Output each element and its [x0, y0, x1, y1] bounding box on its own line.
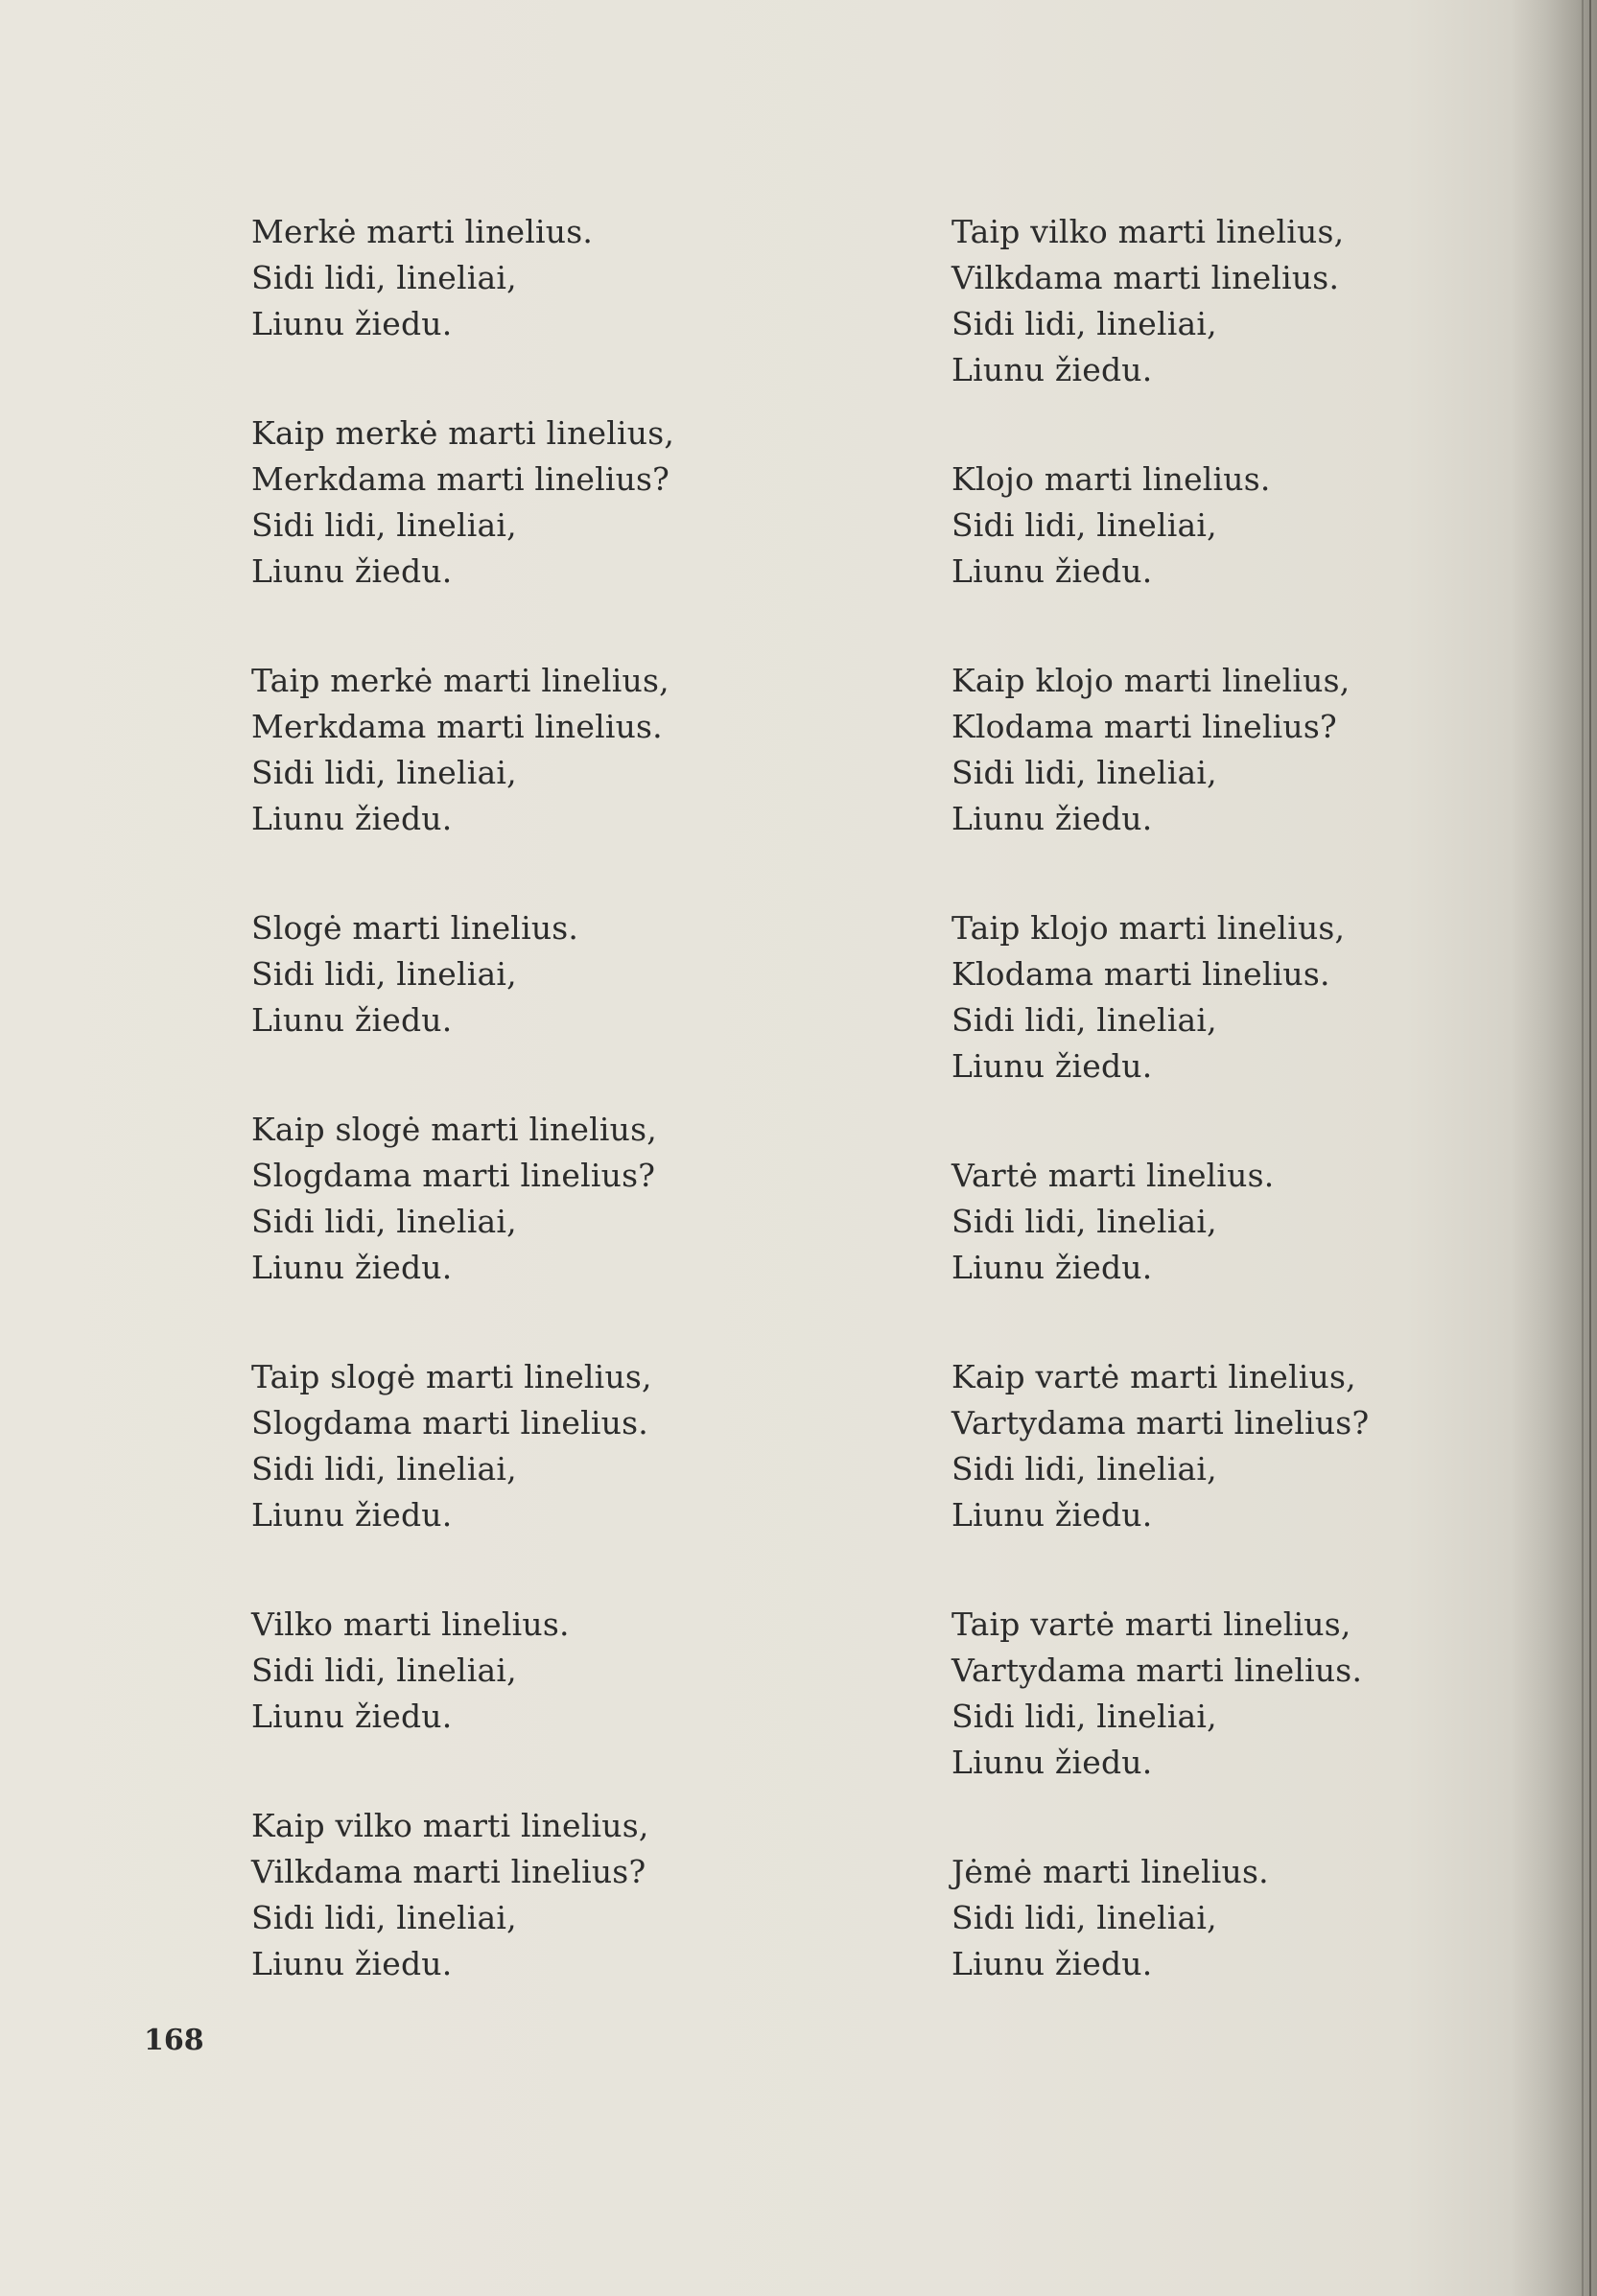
verse-line: Kaip vartė marti linelius,: [951, 1358, 1356, 1395]
verse-line: Sidi lidi, lineliai,: [951, 1899, 1217, 1936]
verse-line: Sidi lidi, lineliai,: [251, 1652, 517, 1689]
verse-line: Merkė marti linelius.: [251, 213, 594, 250]
verse-line: Liunu žiedu.: [251, 800, 453, 837]
verse-line: Liunu žiedu.: [951, 351, 1153, 388]
verse-line: Sidi lidi, lineliai,: [951, 1001, 1217, 1039]
stanza: [951, 1354, 1527, 1538]
verse-line: Liunu žiedu.: [951, 1945, 1153, 1982]
verse-line: Kaip klojo marti linelius,: [951, 662, 1350, 699]
verse-line: Sidi lidi, lineliai,: [251, 1203, 517, 1240]
stanza: [951, 1153, 1527, 1291]
stanza: [251, 905, 865, 1043]
verse-line: Sidi lidi, lineliai,: [251, 1450, 517, 1488]
verse-line: Sidi lidi, lineliai,: [951, 1698, 1217, 1735]
verse-line: Kaip slogė marti linelius,: [251, 1111, 657, 1148]
verse-line: Vilkdama marti linelius?: [251, 1853, 646, 1890]
verse-line: Vartydama marti linelius?: [951, 1404, 1370, 1441]
verse-line: Sidi lidi, lineliai,: [251, 259, 517, 296]
spine-line: [1582, 0, 1584, 2296]
stanza: [251, 1354, 865, 1538]
stanza: [251, 1602, 865, 1740]
verse-line: Sidi lidi, lineliai,: [951, 305, 1217, 342]
page-number: 168: [144, 2024, 204, 2057]
verse-line: Taip vartė marti linelius,: [951, 1605, 1351, 1643]
verse-line: Liunu žiedu.: [251, 1496, 453, 1534]
verse-line: Sidi lidi, lineliai,: [251, 754, 517, 791]
verse-line: Sidi lidi, lineliai,: [951, 1450, 1217, 1488]
verse-line: Sidi lidi, lineliai,: [251, 1899, 517, 1936]
verse-line: Sidi lidi, lineliai,: [951, 754, 1217, 791]
stanza: [251, 209, 865, 347]
stanza: [951, 905, 1527, 1089]
verse-line: Jėmė marti linelius.: [951, 1853, 1269, 1890]
verse-line: Liunu žiedu.: [251, 1001, 453, 1039]
verse-line: Taip merkė marti linelius,: [251, 662, 669, 699]
verse-line: Kaip merkė marti linelius,: [251, 414, 675, 452]
verse-line: Liunu žiedu.: [951, 1249, 1153, 1286]
verse-line: Liunu žiedu.: [251, 552, 453, 590]
verse-line: Liunu žiedu.: [951, 1496, 1153, 1534]
stanza: [251, 1803, 865, 1987]
stanza: [951, 1849, 1527, 1987]
stanza: [251, 1107, 865, 1291]
verse-line: Liunu žiedu.: [251, 305, 453, 342]
right-column: [951, 209, 1527, 1987]
verse-line: Vilko marti linelius.: [251, 1605, 570, 1643]
verse-line: Sidi lidi, lineliai,: [951, 506, 1217, 544]
verse-line: Slogdama marti linelius.: [251, 1404, 648, 1441]
verse-line: Liunu žiedu.: [951, 1047, 1153, 1085]
stanza: [951, 658, 1527, 842]
stanza: [251, 658, 865, 842]
verse-line: Liunu žiedu.: [951, 800, 1153, 837]
stanza: [251, 410, 865, 595]
verse-line: Liunu žiedu.: [951, 1744, 1153, 1781]
verse-line: Merkdama marti linelius.: [251, 708, 663, 745]
left-column: [251, 209, 865, 1987]
verse-line: Liunu žiedu.: [251, 1249, 453, 1286]
verse-line: Liunu žiedu.: [251, 1698, 453, 1735]
verse-line: Taip vilko marti linelius,: [951, 213, 1345, 250]
verse-line: Klodama marti linelius?: [951, 708, 1337, 745]
verse-line: Sidi lidi, lineliai,: [251, 506, 517, 544]
verse-line: Merkdama marti linelius?: [251, 460, 670, 498]
verse-line: Kaip vilko marti linelius,: [251, 1807, 649, 1844]
verse-line: Vartė marti linelius.: [951, 1157, 1275, 1194]
spine-line: [1589, 0, 1591, 2296]
verse-line: Klojo marti linelius.: [951, 460, 1271, 498]
verse-line: Sidi lidi, lineliai,: [951, 1203, 1217, 1240]
stanza: [951, 457, 1527, 595]
verse-line: Liunu žiedu.: [251, 1945, 453, 1982]
verse-line: Vilkdama marti linelius.: [951, 259, 1340, 296]
verse-line: Slogdama marti linelius?: [251, 1157, 656, 1194]
verse-line: Slogė marti linelius.: [251, 909, 579, 947]
verse-line: Sidi lidi, lineliai,: [251, 955, 517, 993]
verse-line: Liunu žiedu.: [951, 552, 1153, 590]
stanza: [951, 1602, 1527, 1786]
verse-line: Taip slogė marti linelius,: [251, 1358, 652, 1395]
verse-line: Vartydama marti linelius.: [951, 1652, 1363, 1689]
verse-line: Taip klojo marti linelius,: [951, 909, 1346, 947]
verse-line: Klodama marti linelius.: [951, 955, 1330, 993]
stanza: [951, 209, 1527, 393]
